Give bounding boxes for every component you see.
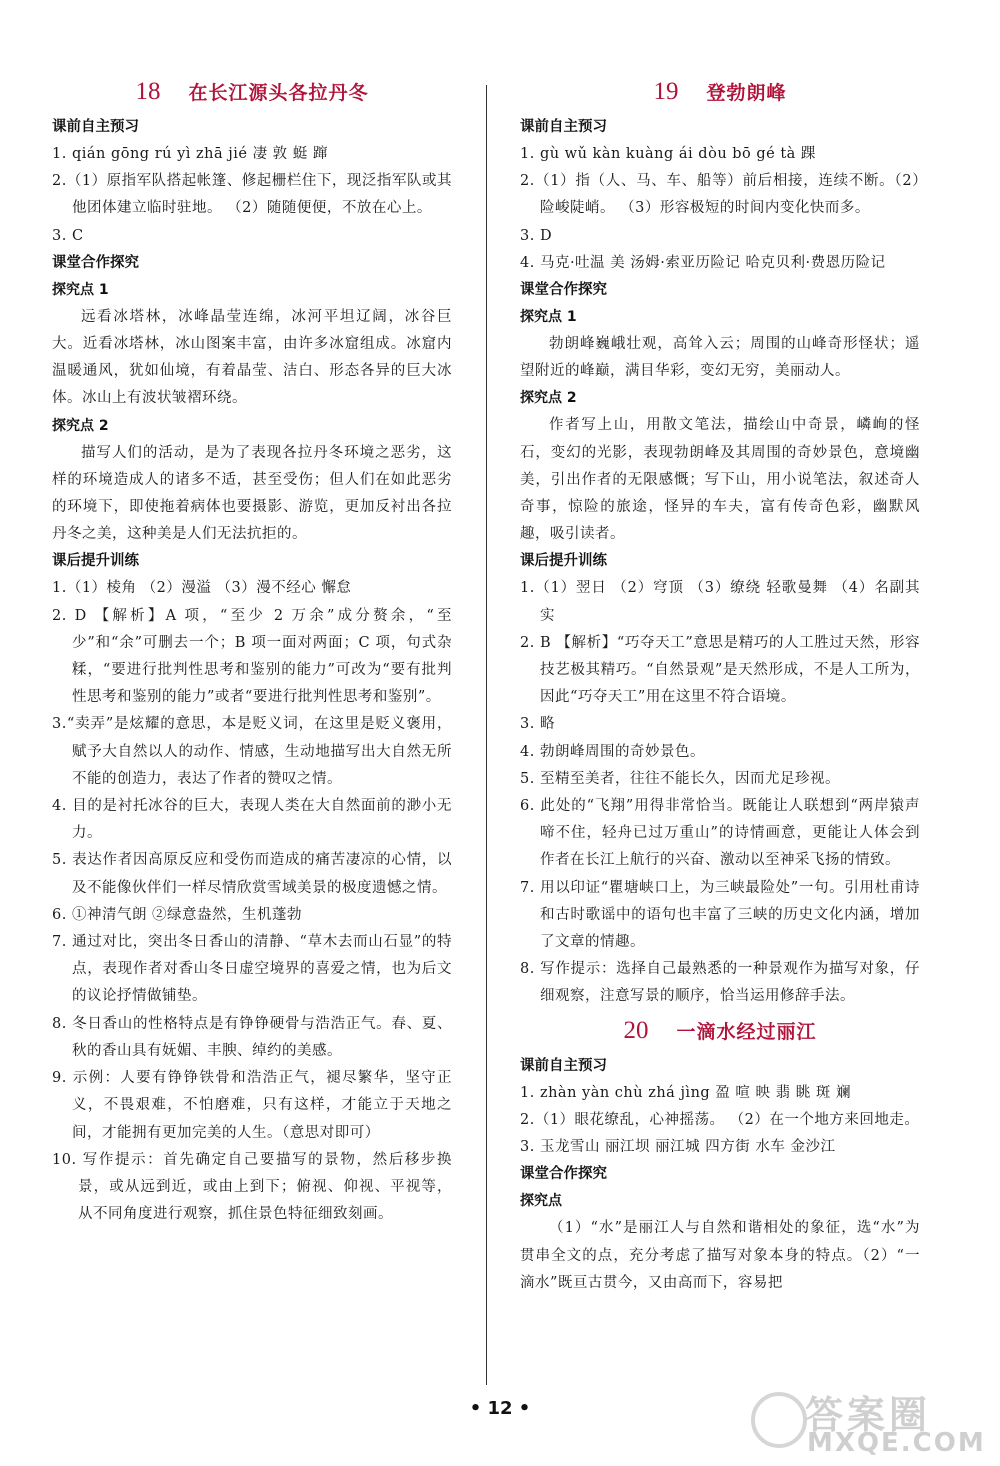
answer-item: 5. 至精至美者，往往不能长久，因而尤足珍视。 (520, 770, 840, 787)
answer-item: 3. 略 (520, 716, 555, 733)
left-column (52, 78, 452, 1228)
watermark (745, 1382, 995, 1462)
answer-item: 3. 玉龙雪山 丽江坝 丽江城 四方街 水车 金沙江 (520, 1139, 836, 1156)
section-heading: 课前自主预习 (52, 119, 139, 135)
answer-item: 2.（1）指（人、马、车、船等）前后相接，连续不断。（2）险峻陡峭。 （3）形容极短的时间内变化快而多。 (520, 173, 920, 217)
section-heading: 课前自主预习 (520, 1057, 607, 1074)
subheading: 探究点 2 (52, 417, 109, 434)
answer-item: 4. 勃朗峰周围的奇妙景色。 (520, 743, 705, 760)
answer-item: 1.（1）翌日 （2）穹顶 （3）缭绕 轻歌曼舞 （4）名副其实 (520, 580, 920, 624)
section-heading: 课堂合作探究 (520, 1166, 607, 1183)
paragraph: 远看冰塔林，冰峰晶莹连绵，冰河平坦辽阔，冰谷巨大。近看冰塔林，冰山图案丰富，由许多冰窟组成。冰窟内温暖通风，犹如仙境，有着晶莹、洁白、形态各异的巨大冰体。冰山上有波状皱褶环绕。 (52, 308, 452, 407)
lesson-number: 19 (653, 78, 679, 105)
lesson-name: 在长江源头各拉丹冬 (188, 82, 369, 104)
column-divider (486, 85, 487, 1385)
answer-item: 6. 此处的“飞翔”用得非常恰当。既能让人联想到“两岸猿声啼不住，轻舟已过万重山”的诗情画意，更能让人体会到作者在长江上航行的兴奋、激动以至神采飞扬的情致。 (520, 798, 920, 869)
answer-item: 2.（1）眼花缭乱，心神摇荡。 （2）在一个地方来回地走。 (520, 1111, 920, 1128)
answer-item: 9. 示例：人要有铮铮铁骨和浩浩正气，褪尽繁华，坚守正义，不畏艰难，不怕磨难，只有这样，才能立于天地之间，才能拥有更加完美的人生。（意思对即可） (52, 1070, 452, 1141)
answer-item: 4. 马克·吐温 美 汤姆·索亚历险记 哈克贝利·费恩历险记 (520, 254, 886, 271)
answer-item: 6. ①神清气朗 ②绿意盎然，生机蓬勃 (52, 906, 303, 923)
answer-item: 1. gù wǔ kàn kuàng ái dòu bō gé tà 踝 (520, 146, 816, 162)
paragraph: （1）“水”是丽江人与自然和谐相处的象征，选“水”为贯串全文的点，充分考虑了描写对象本身的特点。（2）“一滴水”既亘古贯今，又由高而下，容易把 (520, 1220, 920, 1291)
paragraph: 描写人们的活动，是为了表现各拉丹冬环境之恶劣，这样的环境造成人的诸多不适，甚至受伤；但人们在如此恶劣的环境下，即使拖着病体也要摄影、游览，更加反衬出各拉丹冬之美，这种美是人们无法抗拒的。 (52, 444, 452, 543)
answer-item: 3.“卖弄”是炫耀的意思，本是贬义词，在这里是贬义褒用，赋予大自然以人的动作、情感，生动地描写出大自然无所不能的创造力，表达了作者的赞叹之情。 (52, 716, 452, 787)
watermark-url: MXQE.COM (807, 1428, 986, 1458)
answer-item: 8. 冬日香山的性格特点是有铮铮硬骨与浩浩正气。春、夏、秋的香山具有妩媚、丰腴、绰约的美感。 (52, 1015, 452, 1059)
answer-item: 4. 目的是衬托冰谷的巨大，表现人类在大自然面前的渺小无力。 (52, 798, 452, 842)
lesson-number: 18 (135, 78, 161, 105)
lesson-18-title (52, 78, 452, 106)
watermark-logo-icon (751, 1392, 807, 1448)
answer-item: 3. D (520, 227, 553, 244)
paragraph: 作者写上山，用散文笔法，描绘山中奇景，嶙峋的怪石，变幻的光影，表现勃朗峰及其周围的奇妙景色，意境幽美，引出作者的无限感慨；写下山，用小说笔法，叙述奇人奇事，惊险的旅途，怪异的车夫，富有传奇色彩，幽默风趣，吸引读者。 (520, 417, 920, 543)
section-heading: 课前自主预习 (520, 119, 607, 135)
lesson-19-title (520, 78, 920, 106)
lesson-name: 登勃朗峰 (706, 82, 787, 104)
answer-item: 8. 写作提示：选择自己最熟悉的一种景观作为描写对象，仔细观察，注意写景的顺序，恰当运用修辞手法。 (520, 961, 920, 1005)
answer-item: 2. D 【解析】A 项，“至少 2 万余”成分赘余，“至少”和“余”可删去一个；B 项一面对两面；C 项，句式杂糅，“要进行批判性思考和鉴别的能力”可改为“要有批判性思考和鉴别的能力”或者“要进行批判性思考和鉴别”。 (52, 607, 452, 706)
watermark-text: 答案圈 (805, 1393, 932, 1437)
answer-item: 3. C (52, 227, 84, 244)
subheading: 探究点 1 (520, 309, 577, 326)
paragraph: 勃朗峰巍峨壮观，高耸入云；周围的山峰奇形怪状；遥望附近的峰巅，满目华彩，变幻无穷，美丽动人。 (520, 336, 920, 380)
answer-item: 10. 写作提示：首先确定自己要描写的景物，然后移步换景，或从远到近，或由上到下；俯视、仰视、平视等，从不同角度进行观察，抓住景色特征细致刻画。 (52, 1151, 452, 1223)
subheading: 探究点 1 (52, 281, 109, 298)
subheading: 探究点 2 (520, 390, 577, 407)
lesson-number: 20 (623, 1016, 649, 1044)
answer-item: 2.（1）原指军队搭起帐篷、修起栅栏住下，现泛指军队或其他团体建立临时驻地。 （2）随随便便，不放在心上。 (52, 173, 452, 217)
section-heading: 课堂合作探究 (52, 254, 139, 271)
lesson-20-title (520, 1017, 920, 1045)
answer-item: 1. qián gōng rú yì zhā jié 凄 敦 蜓 蹿 (52, 146, 328, 162)
answer-item: 7. 通过对比，突出冬日香山的清静、“草木去而山石显”的特点，表现作者对香山冬日虚空境界的喜爱之情，也为后文的议论抒情做铺垫。 (52, 934, 452, 1005)
page-number: • 12 • (469, 1398, 531, 1419)
answer-item: 1. zhàn yàn chù zhá jìng 盈 喧 映 翡 眺 斑 斓 (520, 1084, 851, 1101)
subheading: 探究点 (520, 1193, 562, 1210)
answer-item: 1.（1）棱角 （2）漫溢 （3）漫不经心 懈怠 (52, 580, 352, 597)
lesson-name: 一滴水经过丽江 (676, 1020, 817, 1043)
answer-item: 2. B 【解析】“巧夺天工”意思是精巧的人工胜过天然，形容技艺极其精巧。“自然景观”是天然形成，不是人工所为，因此“巧夺天工”用在这里不符合语境。 (520, 634, 920, 706)
section-heading: 课后提升训练 (52, 553, 139, 570)
answer-item: 5. 表达作者因高原反应和受伤而造成的痛苦凄凉的心情，以及不能像伙伴们一样尽情欣赏雪域美景的极度遗憾之情。 (52, 852, 452, 896)
section-heading: 课堂合作探究 (520, 282, 607, 299)
answer-item: 7. 用以印证“瞿塘峡口上，为三峡最险处”一句。引用杜甫诗和古时歌谣中的语句也丰富了三峡的历史文化内涵，增加了文章的情趣。 (520, 879, 920, 951)
right-column (520, 78, 920, 1297)
section-heading: 课后提升训练 (520, 553, 607, 570)
